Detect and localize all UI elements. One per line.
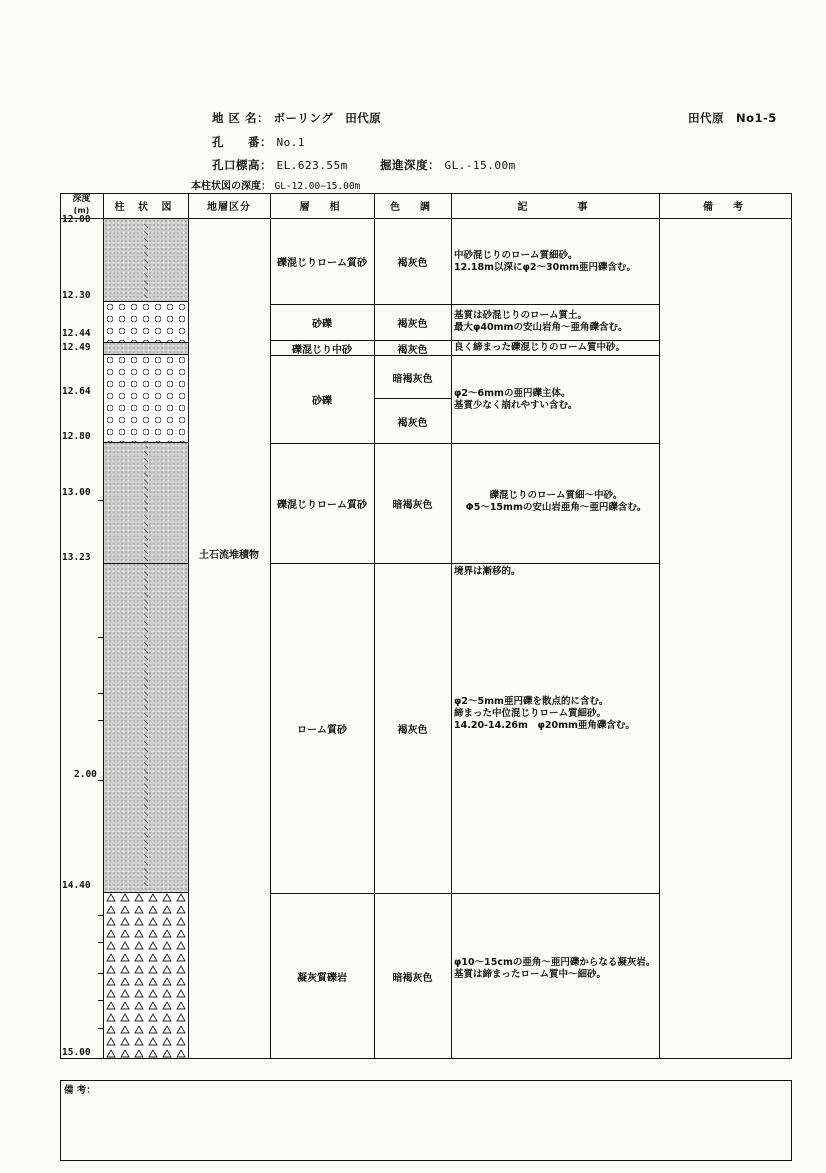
facies-header: 層 相 [299,202,345,213]
remarks-box [60,1080,792,1161]
description-cell: 基質は砂混じりのローム質土。 最大φ40mmの安山岩角〜亜角礫含む。 [454,310,628,333]
depth-label: 12.49 [62,342,91,353]
divider [659,193,660,1059]
description-cell: 礫混じりのローム質細〜中砂。 Φ5〜15mmの安山岩亜角〜亜円礫含む。 [465,490,647,513]
description-cell: 中砂混じりのローム質細砂。 12.18m以深にφ2〜30mm亜円礫含む。 [454,250,637,273]
division-header: 地層区分 [207,202,251,213]
depth-tick [98,780,104,781]
color-cell: 暗褐灰色 [392,500,433,511]
facies-cell: 礫混じり中砂 [292,344,352,356]
column-header: 柱 状 図 [114,202,177,213]
color-cell: 褐灰色 [397,319,428,330]
hole-number-label: 孔 番： [212,135,272,149]
boundary [104,442,188,443]
column-depth-value: GL-12.00−15.00m [274,181,361,192]
description-cell: φ2〜6mmの亜円礫主体。 基質少なく崩れやすい含む。 [454,388,578,411]
facies-cell: 砂礫 [312,396,332,407]
facies-cell: 砂礫 [312,319,332,330]
depth-tick [98,720,104,721]
hole-number [212,134,305,150]
depth-label: 12.44 [62,328,91,339]
depth-tick [98,942,104,943]
boundary [104,354,188,355]
area-name-value: ボーリング 田代原 [273,111,382,125]
depth-tick [98,693,104,694]
collar-elevation [212,157,348,173]
depth-header-label: 深度 [72,194,91,204]
depth-tick [98,1028,104,1029]
depth-tick [98,500,104,501]
stratum-gravel [104,354,188,442]
facies-cell: ローム質砂 [297,725,347,736]
column-depth [191,177,360,192]
depth-label: 13.23 [62,552,91,563]
description-cell: φ10〜15cmの亜角〜亜円礫からなる凝灰岩。 基質は締まったローム質中〜細砂。 [454,957,656,980]
color-cell: 暗褐灰色 [392,972,433,984]
divider [451,193,452,1059]
divider [188,193,189,1059]
depth-tick [98,1000,104,1001]
facies-cell: 凝灰質礫岩 [297,972,347,984]
depth-label: 13.00 [62,487,91,498]
color-cell: 暗褐灰色 [392,373,433,385]
facies-cell: 礫混じりローム質砂 [277,258,367,269]
color-cell: 褐灰色 [397,344,428,356]
depth-label: 12.64 [62,386,91,397]
depth-label: 12.30 [62,290,91,301]
boundary [104,563,188,564]
stratum-gravelly-sand [104,342,188,354]
color-header: 色 調 [390,202,435,213]
hole-number-value: No.1 [276,136,306,149]
color-cell: 褐灰色 [397,258,428,269]
drill-depth-label: 掘進深度： [380,158,440,172]
depth-label: 14.40 [62,880,91,891]
depth-label: 15.00 [62,1047,91,1058]
remarks-header: 備 考 [703,202,748,213]
depth-label: 12.80 [62,431,91,442]
stratum-gravel [104,301,188,342]
division-label: 土石流堆積物 [199,549,259,561]
zigzag-mark [144,222,148,298]
remarks-label: 備 考： [64,1085,96,1096]
collar-elevation-label: 孔口標高： [212,158,272,172]
depth-label: 12.00 [62,214,91,225]
description-cell: φ2〜5mm亜円礫を散点的に含む。 締まった中位混じりローム質細砂。 14.20-14.26m φ20mm亜角礫含む。 [454,696,635,731]
depth-tick [98,915,104,916]
stratum-tuffaceous-conglomerate [104,892,188,1058]
depth-header-unit: (m) [73,206,90,215]
depth-label: 2.00 [74,769,97,780]
area-name [212,110,381,126]
area-name-label: 地 区 名： [212,111,270,125]
drill-depth [380,157,516,173]
column-depth-label: 本柱状図の深度： [191,181,271,192]
description-cell: 良く締まった礫混じりのローム質中砂。 [454,342,626,353]
depth-tick [98,637,104,638]
boundary [104,892,188,893]
color-cell: 褐灰色 [397,725,428,736]
triangle-pattern [104,892,188,1058]
boundary [104,301,188,302]
boundary [104,342,188,343]
description-header: 記 事 [517,202,593,213]
zigzag-mark [144,446,148,886]
color-cell: 褐灰色 [397,417,428,429]
facies-cell: 礫混じりローム質砂 [277,500,367,511]
document-id: 田代原 No1-5 [688,111,777,125]
drill-depth-value: GL.-15.00m [444,159,516,172]
collar-elevation-value: EL.623.55m [276,159,348,172]
depth-tick [98,973,104,974]
boundary-note: 境界は漸移的。 [454,566,521,577]
